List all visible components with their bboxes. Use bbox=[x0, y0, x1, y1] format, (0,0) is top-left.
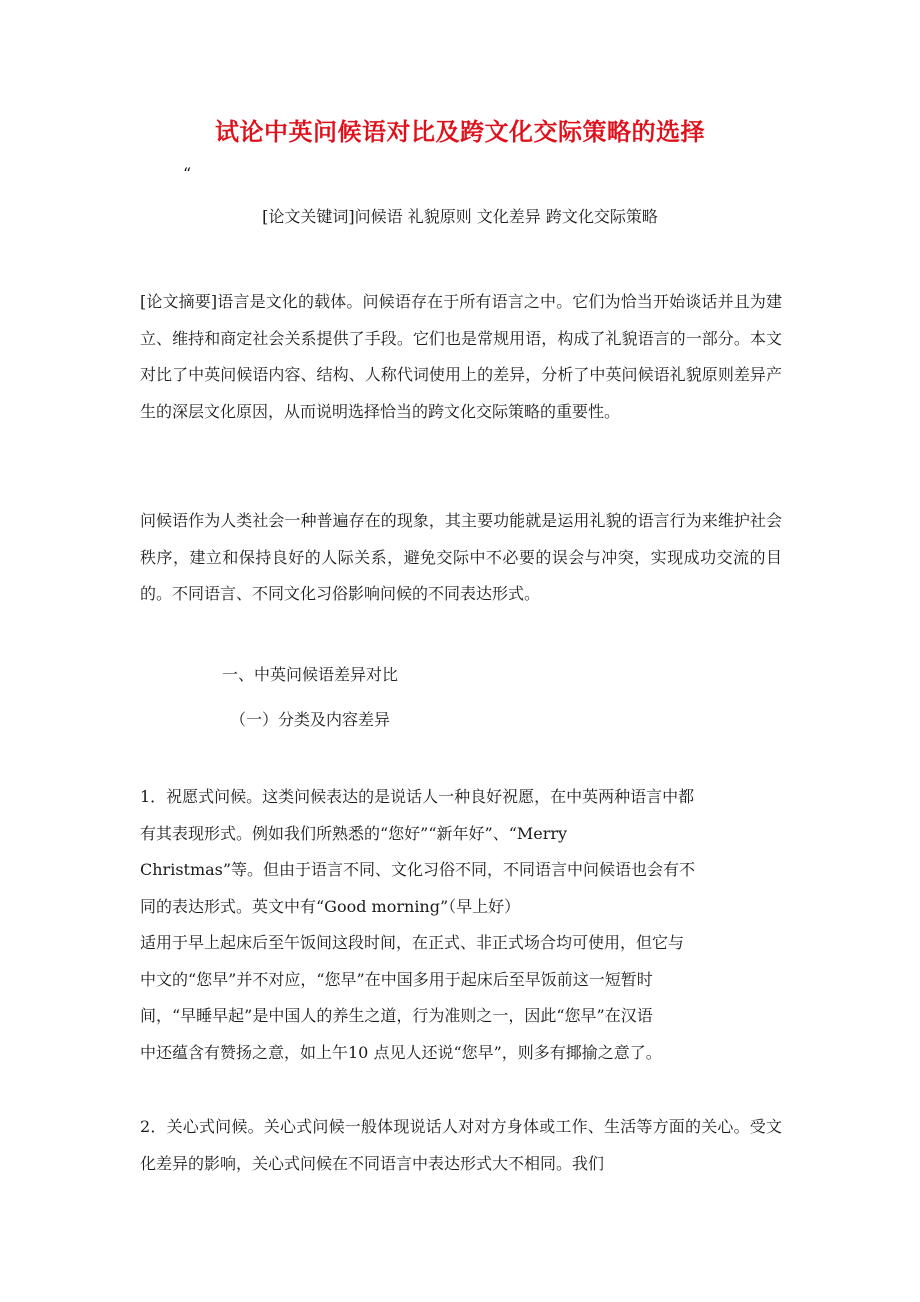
intro-paragraph: 问候语作为人类社会一种普遍存在的现象，其主要功能就是运用礼貌的语言行为来维护社会秩序，建立和保持良好的人际关系，避免交际中不必要的误会与冲突，实现成功交流的目的。不同语言、不同文化习俗影响问候的不同表达形式。 bbox=[140, 511, 782, 603]
point-1-line: 同的表达形式。英文中有“Good morning”（早上好） bbox=[140, 896, 521, 916]
keywords-line: [论文关键词]问候语 礼貌原则 文化差异 跨文化交际策略 bbox=[262, 207, 658, 226]
document-title: 试论中英问候语对比及跨文化交际策略的选择 bbox=[215, 118, 705, 146]
point-1-line: Christmas”等。但由于语言不同、文化习俗不同，不同语言中问候语也会有不 bbox=[140, 860, 696, 879]
point-1-line: 1．祝愿式问候。这类问候表达的是说话人一种良好祝愿，在中英两种语言中都 bbox=[140, 787, 695, 806]
point-1-line: 有其表现形式。例如我们所熟悉的“您好”“新年好”、“Merry bbox=[140, 823, 568, 843]
subsection-heading: （一）分类及内容差异 bbox=[230, 710, 391, 729]
quote-mark: “ bbox=[183, 164, 192, 183]
point-1-line: 中文的“您早”并不对应，“您早”在中国多用于起床后至早饭前这一短暂时 bbox=[140, 969, 653, 989]
point-1-line: 适用于早上起床后至午饭间这段时间，在正式、非正式场合均可使用，但它与 bbox=[140, 933, 685, 952]
point-2-paragraph: 2．关心式问候。关心式问候一般体现说话人对对方身体或工作、生活等方面的关心。受文化差异的影响，关心式问候在不同语言中表达形式大不相同。我们 bbox=[140, 1117, 782, 1173]
section-heading: 一、中英问候语差异对比 bbox=[222, 665, 399, 684]
abstract-paragraph: [论文摘要]语言是文化的载体。问候语存在于所有语言之中。它们为恰当开始谈话并且为建立、维持和商定社会关系提供了手段。它们也是常规用语，构成了礼貌语言的一部分。本文对比了中英问候语内容、结构、人称代词使用上的差异，分析了中英问候语礼貌原则差异产生的深层文化原因，从而说明选择恰当的跨文化交际策略的重要性。 bbox=[140, 292, 782, 421]
point-1-line: 中还蕴含有赞扬之意，如上午10 点见人还说“您早”，则多有揶揄之意了。 bbox=[140, 1042, 662, 1062]
point-1-paragraph bbox=[140, 779, 782, 1071]
point-1-line: 间，“早睡早起”是中国人的养生之道，行为准则之一，因此“您早”在汉语 bbox=[140, 1006, 653, 1025]
